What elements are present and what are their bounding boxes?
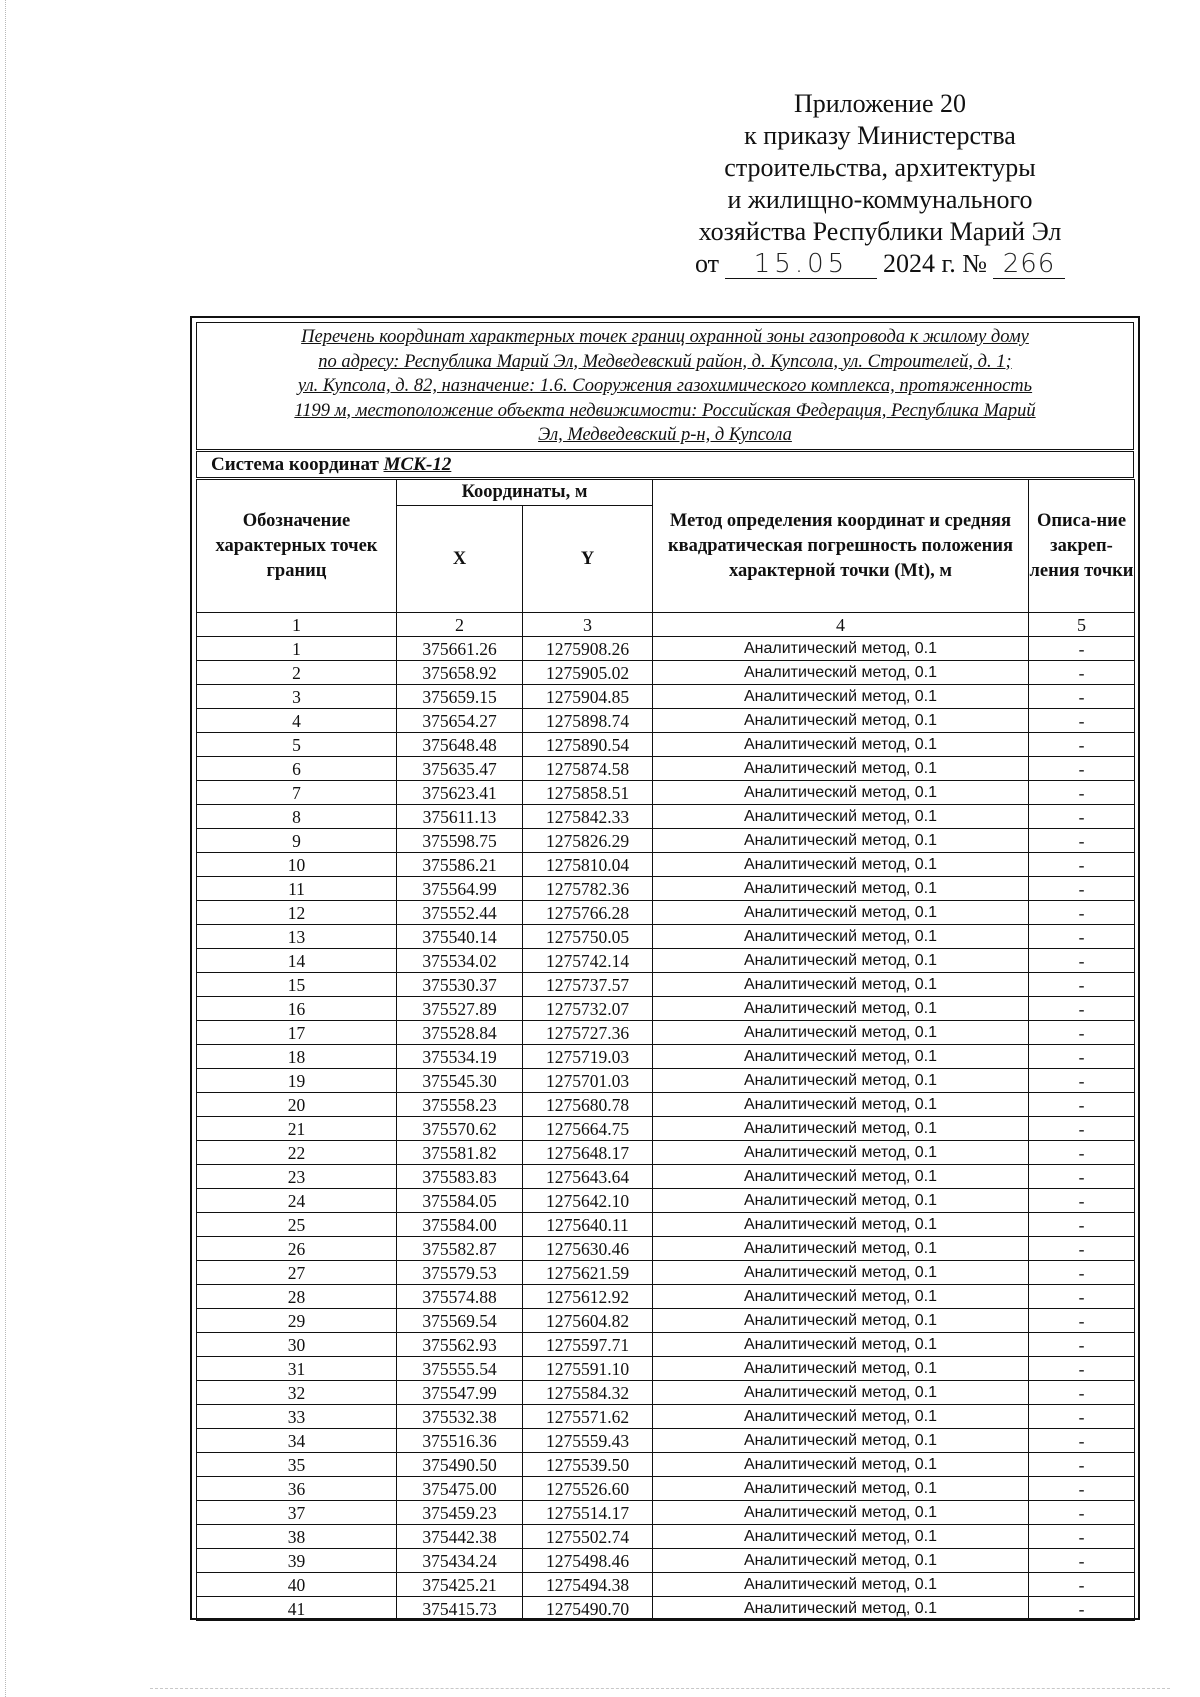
description-cell: - — [1029, 1501, 1135, 1525]
point-number-cell: 38 — [197, 1525, 397, 1549]
caption-line: ул. Купсола, д. 82, назначение: 1.6. Сооружения газохимического комплекса, протяженность — [297, 376, 1033, 396]
caption-line: 1199 м, местоположение объекта недвижимости: Российская Федерация, Республика Марий — [294, 400, 1036, 421]
x-coordinate-cell: 375490.50 — [397, 1453, 523, 1477]
point-number-cell: 30 — [197, 1333, 397, 1357]
table-row — [197, 1333, 1135, 1357]
point-number-cell: 3 — [197, 685, 397, 709]
handwritten-order-number: 266 — [993, 250, 1065, 279]
description-cell: - — [1029, 1525, 1135, 1549]
method-cell: Аналитический метод, 0.1 — [653, 805, 1029, 829]
col-x-header: X — [397, 506, 523, 613]
header-line: хозяйства Республики Марий Эл — [698, 217, 1062, 246]
description-cell: - — [1029, 661, 1135, 685]
table-row — [197, 1309, 1135, 1333]
point-number-cell: 16 — [197, 997, 397, 1021]
table-row — [197, 1069, 1135, 1093]
x-coordinate-cell: 375530.37 — [397, 973, 523, 997]
method-cell: Аналитический метод, 0.1 — [653, 1597, 1029, 1621]
y-coordinate-cell: 1275630.46 — [523, 1237, 653, 1261]
column-number: 2 — [397, 613, 523, 637]
scan-bottom-artifact — [150, 1688, 1170, 1689]
x-coordinate-cell: 375648.48 — [397, 733, 523, 757]
description-cell: - — [1029, 1309, 1135, 1333]
method-cell: Аналитический метод, 0.1 — [653, 1429, 1029, 1453]
y-coordinate-cell: 1275642.10 — [523, 1189, 653, 1213]
description-cell: - — [1029, 733, 1135, 757]
table-row — [197, 901, 1135, 925]
y-coordinate-cell: 1275526.60 — [523, 1477, 653, 1501]
column-number: 4 — [653, 613, 1029, 637]
description-cell: - — [1029, 1069, 1135, 1093]
x-coordinate-cell: 375584.05 — [397, 1189, 523, 1213]
description-cell: - — [1029, 1429, 1135, 1453]
x-coordinate-cell: 375564.99 — [397, 877, 523, 901]
table-row — [197, 877, 1135, 901]
method-cell: Аналитический метод, 0.1 — [653, 1453, 1029, 1477]
method-cell: Аналитический метод, 0.1 — [653, 973, 1029, 997]
y-coordinate-cell: 1275701.03 — [523, 1069, 653, 1093]
x-coordinate-cell: 375532.38 — [397, 1405, 523, 1429]
method-cell: Аналитический метод, 0.1 — [653, 901, 1029, 925]
table-row — [197, 1141, 1135, 1165]
table-row — [197, 1237, 1135, 1261]
table-row — [197, 1021, 1135, 1045]
col-y-header: Y — [523, 506, 653, 613]
description-cell: - — [1029, 1189, 1135, 1213]
table-row — [197, 805, 1135, 829]
point-number-cell: 20 — [197, 1093, 397, 1117]
point-number-cell: 32 — [197, 1381, 397, 1405]
x-coordinate-cell: 375569.54 — [397, 1309, 523, 1333]
table-row — [197, 1381, 1135, 1405]
y-coordinate-cell: 1275490.70 — [523, 1597, 653, 1621]
y-coordinate-cell: 1275498.46 — [523, 1549, 653, 1573]
x-coordinate-cell: 375555.54 — [397, 1357, 523, 1381]
point-number-cell: 10 — [197, 853, 397, 877]
method-cell: Аналитический метод, 0.1 — [653, 781, 1029, 805]
description-cell: - — [1029, 1285, 1135, 1309]
y-coordinate-cell: 1275810.04 — [523, 853, 653, 877]
x-coordinate-cell: 375659.15 — [397, 685, 523, 709]
y-coordinate-cell: 1275640.11 — [523, 1213, 653, 1237]
method-cell: Аналитический метод, 0.1 — [653, 1501, 1029, 1525]
caption-line: Перечень координат характерных точек границ охранной зоны газопровода к жилому дому — [301, 327, 1029, 347]
x-coordinate-cell: 375442.38 — [397, 1525, 523, 1549]
point-number-cell: 8 — [197, 805, 397, 829]
table-row — [197, 1525, 1135, 1549]
x-coordinate-cell: 375534.02 — [397, 949, 523, 973]
point-number-cell: 25 — [197, 1213, 397, 1237]
table-row — [197, 1189, 1135, 1213]
year-number-label: 2024 г. № — [882, 249, 988, 278]
description-cell: - — [1029, 853, 1135, 877]
x-coordinate-cell: 375475.00 — [397, 1477, 523, 1501]
x-coordinate-cell: 375661.26 — [397, 637, 523, 661]
table-row — [197, 1285, 1135, 1309]
method-cell: Аналитический метод, 0.1 — [653, 1117, 1029, 1141]
y-coordinate-cell: 1275898.74 — [523, 709, 653, 733]
y-coordinate-cell: 1275502.74 — [523, 1525, 653, 1549]
point-number-cell: 2 — [197, 661, 397, 685]
table-row — [197, 1117, 1135, 1141]
y-coordinate-cell: 1275643.64 — [523, 1165, 653, 1189]
y-coordinate-cell: 1275571.62 — [523, 1405, 653, 1429]
description-cell: - — [1029, 781, 1135, 805]
point-number-cell: 21 — [197, 1117, 397, 1141]
table-row — [197, 1573, 1135, 1597]
method-cell: Аналитический метод, 0.1 — [653, 1213, 1029, 1237]
table-row — [197, 1597, 1135, 1621]
y-coordinate-cell: 1275559.43 — [523, 1429, 653, 1453]
table-row — [197, 829, 1135, 853]
method-cell: Аналитический метод, 0.1 — [653, 1069, 1029, 1093]
date-prefix: от — [694, 249, 719, 278]
point-number-cell: 31 — [197, 1357, 397, 1381]
point-number-cell: 19 — [197, 1069, 397, 1093]
table-row — [197, 637, 1135, 661]
method-cell: Аналитический метод, 0.1 — [653, 1261, 1029, 1285]
header-line: строительства, архитектуры — [724, 153, 1036, 182]
column-number: 3 — [523, 613, 653, 637]
coordinates-table — [196, 479, 1135, 1621]
y-coordinate-cell: 1275680.78 — [523, 1093, 653, 1117]
method-cell: Аналитический метод, 0.1 — [653, 1333, 1029, 1357]
x-coordinate-cell: 375558.23 — [397, 1093, 523, 1117]
table-row — [197, 733, 1135, 757]
y-coordinate-cell: 1275621.59 — [523, 1261, 653, 1285]
y-coordinate-cell: 1275874.58 — [523, 757, 653, 781]
description-cell: - — [1029, 1261, 1135, 1285]
point-number-cell: 24 — [197, 1189, 397, 1213]
point-number-cell: 33 — [197, 1405, 397, 1429]
point-number-cell: 17 — [197, 1021, 397, 1045]
method-cell: Аналитический метод, 0.1 — [653, 1573, 1029, 1597]
description-cell: - — [1029, 949, 1135, 973]
column-number: 5 — [1029, 613, 1135, 637]
header-line: Приложение 20 — [793, 89, 967, 118]
table-row — [197, 709, 1135, 733]
method-cell: Аналитический метод, 0.1 — [653, 661, 1029, 685]
table-row — [197, 973, 1135, 997]
method-cell: Аналитический метод, 0.1 — [653, 829, 1029, 853]
coordinate-system-code: МСК-12 — [383, 454, 452, 475]
scan-edge-artifact — [5, 0, 6, 1697]
point-number-cell: 11 — [197, 877, 397, 901]
point-number-cell: 27 — [197, 1261, 397, 1285]
header-line: и жилищно-коммунального — [727, 185, 1033, 214]
method-cell: Аналитический метод, 0.1 — [653, 1045, 1029, 1069]
table-row — [197, 757, 1135, 781]
y-coordinate-cell: 1275742.14 — [523, 949, 653, 973]
y-coordinate-cell: 1275905.02 — [523, 661, 653, 685]
y-coordinate-cell: 1275826.29 — [523, 829, 653, 853]
y-coordinate-cell: 1275782.36 — [523, 877, 653, 901]
caption-line: по адресу: Республика Марий Эл, Медведевский район, д. Купсола, ул. Строителей, д. 1; — [318, 351, 1012, 372]
table-row — [197, 1429, 1135, 1453]
point-number-cell: 4 — [197, 709, 397, 733]
point-number-cell: 35 — [197, 1453, 397, 1477]
table-row — [197, 1357, 1135, 1381]
header-line: к приказу Министерства — [744, 121, 1016, 150]
coordinate-system-label: Система координат — [211, 454, 379, 475]
x-coordinate-cell: 375528.84 — [397, 1021, 523, 1045]
table-row — [197, 949, 1135, 973]
x-coordinate-cell: 375598.75 — [397, 829, 523, 853]
method-cell: Аналитический метод, 0.1 — [653, 1357, 1029, 1381]
point-number-cell: 18 — [197, 1045, 397, 1069]
caption-line: Эл, Медведевский р-н, д Купсола — [538, 425, 792, 445]
method-cell: Аналитический метод, 0.1 — [653, 637, 1029, 661]
description-cell: - — [1029, 1381, 1135, 1405]
col-point-designation-header: Обозначение характерных точек границ — [197, 480, 397, 613]
x-coordinate-cell: 375658.92 — [397, 661, 523, 685]
method-cell: Аналитический метод, 0.1 — [653, 1381, 1029, 1405]
y-coordinate-cell: 1275750.05 — [523, 925, 653, 949]
method-cell: Аналитический метод, 0.1 — [653, 949, 1029, 973]
table-body — [197, 637, 1135, 1621]
x-coordinate-cell: 375527.89 — [397, 997, 523, 1021]
y-coordinate-cell: 1275858.51 — [523, 781, 653, 805]
x-coordinate-cell: 375586.21 — [397, 853, 523, 877]
table-row — [197, 661, 1135, 685]
description-cell: - — [1029, 829, 1135, 853]
method-cell: Аналитический метод, 0.1 — [653, 997, 1029, 1021]
table-row — [197, 1093, 1135, 1117]
x-coordinate-cell: 375611.13 — [397, 805, 523, 829]
y-coordinate-cell: 1275908.26 — [523, 637, 653, 661]
x-coordinate-cell: 375574.88 — [397, 1285, 523, 1309]
table-row — [197, 853, 1135, 877]
y-coordinate-cell: 1275584.32 — [523, 1381, 653, 1405]
description-cell: - — [1029, 1573, 1135, 1597]
table-row — [197, 1501, 1135, 1525]
y-coordinate-cell: 1275737.57 — [523, 973, 653, 997]
description-cell: - — [1029, 925, 1135, 949]
description-cell: - — [1029, 685, 1135, 709]
y-coordinate-cell: 1275591.10 — [523, 1357, 653, 1381]
y-coordinate-cell: 1275904.85 — [523, 685, 653, 709]
description-cell: - — [1029, 997, 1135, 1021]
point-number-cell: 28 — [197, 1285, 397, 1309]
description-cell: - — [1029, 1237, 1135, 1261]
y-coordinate-cell: 1275732.07 — [523, 997, 653, 1021]
method-cell: Аналитический метод, 0.1 — [653, 1237, 1029, 1261]
method-cell: Аналитический метод, 0.1 — [653, 853, 1029, 877]
table-row — [197, 1165, 1135, 1189]
point-number-cell: 7 — [197, 781, 397, 805]
y-coordinate-cell: 1275766.28 — [523, 901, 653, 925]
point-number-cell: 41 — [197, 1597, 397, 1621]
point-number-cell: 40 — [197, 1573, 397, 1597]
table-row — [197, 925, 1135, 949]
handwritten-date: 15.05 — [725, 250, 877, 279]
x-coordinate-cell: 375459.23 — [397, 1501, 523, 1525]
point-number-cell: 13 — [197, 925, 397, 949]
point-number-cell: 6 — [197, 757, 397, 781]
point-number-cell: 9 — [197, 829, 397, 853]
description-cell: - — [1029, 757, 1135, 781]
method-cell: Аналитический метод, 0.1 — [653, 685, 1029, 709]
table-row — [197, 1405, 1135, 1429]
point-number-cell: 15 — [197, 973, 397, 997]
description-cell: - — [1029, 1213, 1135, 1237]
col-method-header: Метод определения координат и средняя квадратическая погрешность положения характерной точки (Mt), м — [653, 480, 1029, 613]
table-row — [197, 1045, 1135, 1069]
point-number-cell: 14 — [197, 949, 397, 973]
method-cell: Аналитический метод, 0.1 — [653, 757, 1029, 781]
x-coordinate-cell: 375582.87 — [397, 1237, 523, 1261]
point-number-cell: 36 — [197, 1477, 397, 1501]
x-coordinate-cell: 375516.36 — [397, 1429, 523, 1453]
point-number-cell: 37 — [197, 1501, 397, 1525]
y-coordinate-cell: 1275890.54 — [523, 733, 653, 757]
description-cell: - — [1029, 973, 1135, 997]
table-row — [197, 1453, 1135, 1477]
table-row — [197, 1549, 1135, 1573]
y-coordinate-cell: 1275664.75 — [523, 1117, 653, 1141]
method-cell: Аналитический метод, 0.1 — [653, 1309, 1029, 1333]
description-cell: - — [1029, 1141, 1135, 1165]
x-coordinate-cell: 375545.30 — [397, 1069, 523, 1093]
x-coordinate-cell: 375434.24 — [397, 1549, 523, 1573]
col-description-header: Описа-ние закреп-ления точки — [1029, 480, 1135, 613]
description-cell: - — [1029, 901, 1135, 925]
method-cell: Аналитический метод, 0.1 — [653, 877, 1029, 901]
y-coordinate-cell: 1275514.17 — [523, 1501, 653, 1525]
y-coordinate-cell: 1275842.33 — [523, 805, 653, 829]
method-cell: Аналитический метод, 0.1 — [653, 1189, 1029, 1213]
description-cell: - — [1029, 1045, 1135, 1069]
point-number-cell: 5 — [197, 733, 397, 757]
x-coordinate-cell: 375425.21 — [397, 1573, 523, 1597]
x-coordinate-cell: 375547.99 — [397, 1381, 523, 1405]
method-cell: Аналитический метод, 0.1 — [653, 925, 1029, 949]
coordinate-system-row — [196, 451, 1134, 478]
description-cell: - — [1029, 805, 1135, 829]
x-coordinate-cell: 375570.62 — [397, 1117, 523, 1141]
y-coordinate-cell: 1275597.71 — [523, 1333, 653, 1357]
description-cell: - — [1029, 709, 1135, 733]
col-coordinates-header: Координаты, м — [397, 480, 653, 506]
description-cell: - — [1029, 1333, 1135, 1357]
table-row — [197, 685, 1135, 709]
table-row — [197, 781, 1135, 805]
x-coordinate-cell: 375623.41 — [397, 781, 523, 805]
x-coordinate-cell: 375583.83 — [397, 1165, 523, 1189]
y-coordinate-cell: 1275648.17 — [523, 1141, 653, 1165]
x-coordinate-cell: 375540.14 — [397, 925, 523, 949]
description-cell: - — [1029, 877, 1135, 901]
x-coordinate-cell: 375581.82 — [397, 1141, 523, 1165]
description-cell: - — [1029, 1477, 1135, 1501]
method-cell: Аналитический метод, 0.1 — [653, 1477, 1029, 1501]
y-coordinate-cell: 1275727.36 — [523, 1021, 653, 1045]
x-coordinate-cell: 375584.00 — [397, 1213, 523, 1237]
method-cell: Аналитический метод, 0.1 — [653, 1165, 1029, 1189]
point-number-cell: 12 — [197, 901, 397, 925]
x-coordinate-cell: 375579.53 — [397, 1261, 523, 1285]
method-cell: Аналитический метод, 0.1 — [653, 709, 1029, 733]
point-number-cell: 22 — [197, 1141, 397, 1165]
table-row — [197, 1213, 1135, 1237]
method-cell: Аналитический метод, 0.1 — [653, 733, 1029, 757]
description-cell: - — [1029, 637, 1135, 661]
table-row — [197, 997, 1135, 1021]
point-number-cell: 1 — [197, 637, 397, 661]
point-number-cell: 26 — [197, 1237, 397, 1261]
y-coordinate-cell: 1275604.82 — [523, 1309, 653, 1333]
method-cell: Аналитический метод, 0.1 — [653, 1093, 1029, 1117]
y-coordinate-cell: 1275719.03 — [523, 1045, 653, 1069]
x-coordinate-cell: 375552.44 — [397, 901, 523, 925]
description-cell: - — [1029, 1405, 1135, 1429]
point-number-cell: 39 — [197, 1549, 397, 1573]
order-date-line — [640, 248, 1120, 280]
table-row — [197, 1261, 1135, 1285]
point-number-cell: 29 — [197, 1309, 397, 1333]
description-cell: - — [1029, 1117, 1135, 1141]
y-coordinate-cell: 1275612.92 — [523, 1285, 653, 1309]
column-number: 1 — [197, 613, 397, 637]
method-cell: Аналитический метод, 0.1 — [653, 1285, 1029, 1309]
table-caption — [196, 322, 1134, 450]
x-coordinate-cell: 375415.73 — [397, 1597, 523, 1621]
x-coordinate-cell: 375654.27 — [397, 709, 523, 733]
description-cell: - — [1029, 1357, 1135, 1381]
method-cell: Аналитический метод, 0.1 — [653, 1405, 1029, 1429]
description-cell: - — [1029, 1549, 1135, 1573]
method-cell: Аналитический метод, 0.1 — [653, 1141, 1029, 1165]
x-coordinate-cell: 375635.47 — [397, 757, 523, 781]
x-coordinate-cell: 375562.93 — [397, 1333, 523, 1357]
description-cell: - — [1029, 1093, 1135, 1117]
point-number-cell: 34 — [197, 1429, 397, 1453]
method-cell: Аналитический метод, 0.1 — [653, 1525, 1029, 1549]
description-cell: - — [1029, 1453, 1135, 1477]
x-coordinate-cell: 375534.19 — [397, 1045, 523, 1069]
y-coordinate-cell: 1275539.50 — [523, 1453, 653, 1477]
description-cell: - — [1029, 1021, 1135, 1045]
description-cell: - — [1029, 1165, 1135, 1189]
y-coordinate-cell: 1275494.38 — [523, 1573, 653, 1597]
method-cell: Аналитический метод, 0.1 — [653, 1021, 1029, 1045]
appendix-header — [640, 88, 1120, 280]
table-row — [197, 1477, 1135, 1501]
point-number-cell: 23 — [197, 1165, 397, 1189]
method-cell: Аналитический метод, 0.1 — [653, 1549, 1029, 1573]
description-cell: - — [1029, 1597, 1135, 1621]
